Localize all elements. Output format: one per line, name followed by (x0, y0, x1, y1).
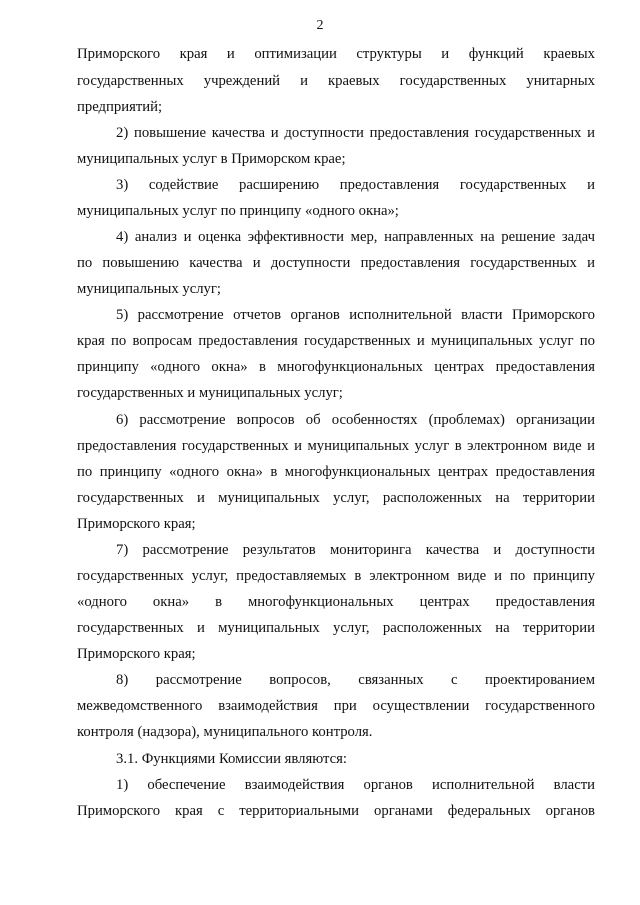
text-line: государственных и муниципальных услуг, расположенных на территории (77, 620, 595, 636)
text-line: 6) рассмотрение вопросов об особенностях (проблемах) организации (116, 412, 595, 428)
text-line: государственных и муниципальных услуг; (77, 385, 343, 401)
text-line: Приморского края с территориальными органами федеральных органов (77, 803, 595, 819)
text-line: Приморского края; (77, 646, 196, 662)
text-line: 7) рассмотрение результатов мониторинга качества и доступности (116, 542, 595, 558)
text-line: государственных учреждений и краевых государственных унитарных (77, 73, 595, 89)
text-line: государственных услуг, предоставляемых в электронном виде и по принципу (77, 568, 595, 584)
text-line: края по вопросам предоставления государственных и муниципальных услуг по (77, 333, 595, 349)
text-line: по повышению качества и доступности предоставления государственных и (77, 255, 595, 271)
text-line: 3.1. Функциями Комиссии являются: (116, 751, 347, 767)
text-line: межведомственного взаимодействия при осуществлении государственного (77, 698, 595, 714)
text-line: муниципальных услуг в Приморском крае; (77, 151, 346, 167)
text-line: контроля (надзора), муниципального контроля. (77, 724, 373, 740)
text-line: 4) анализ и оценка эффективности мер, направленных на решение задач (116, 229, 595, 245)
text-line: Приморского края и оптимизации структуры и функций краевых (77, 46, 595, 62)
page-number: 2 (316, 18, 324, 33)
text-line: государственных и муниципальных услуг, расположенных на территории (77, 490, 595, 506)
text-line: 5) рассмотрение отчетов органов исполнительной власти Приморского (116, 307, 595, 323)
text-line: предприятий; (77, 99, 163, 115)
text-line: 3) содействие расширению предоставления государственных и (116, 177, 595, 193)
text-line: предоставления государственных и муниципальных услуг в электронном виде и (77, 438, 595, 454)
text-line: 1) обеспечение взаимодействия органов исполнительной власти (116, 777, 595, 793)
text-line: «одного окна» в многофункциональных центрах предоставления (77, 594, 595, 610)
text-line: 2) повышение качества и доступности предоставления государственных и (116, 125, 595, 141)
text-line: муниципальных услуг по принципу «одного окна»; (77, 203, 399, 219)
text-line: по принципу «одного окна» в многофункциональных центрах предоставления (77, 464, 595, 480)
text-line: Приморского края; (77, 516, 196, 532)
text-line: принципу «одного окна» в многофункциональных центрах предоставления (77, 359, 595, 375)
text-line: 8) рассмотрение вопросов, связанных с проектированием (116, 672, 595, 688)
text-line: муниципальных услуг; (77, 281, 221, 297)
